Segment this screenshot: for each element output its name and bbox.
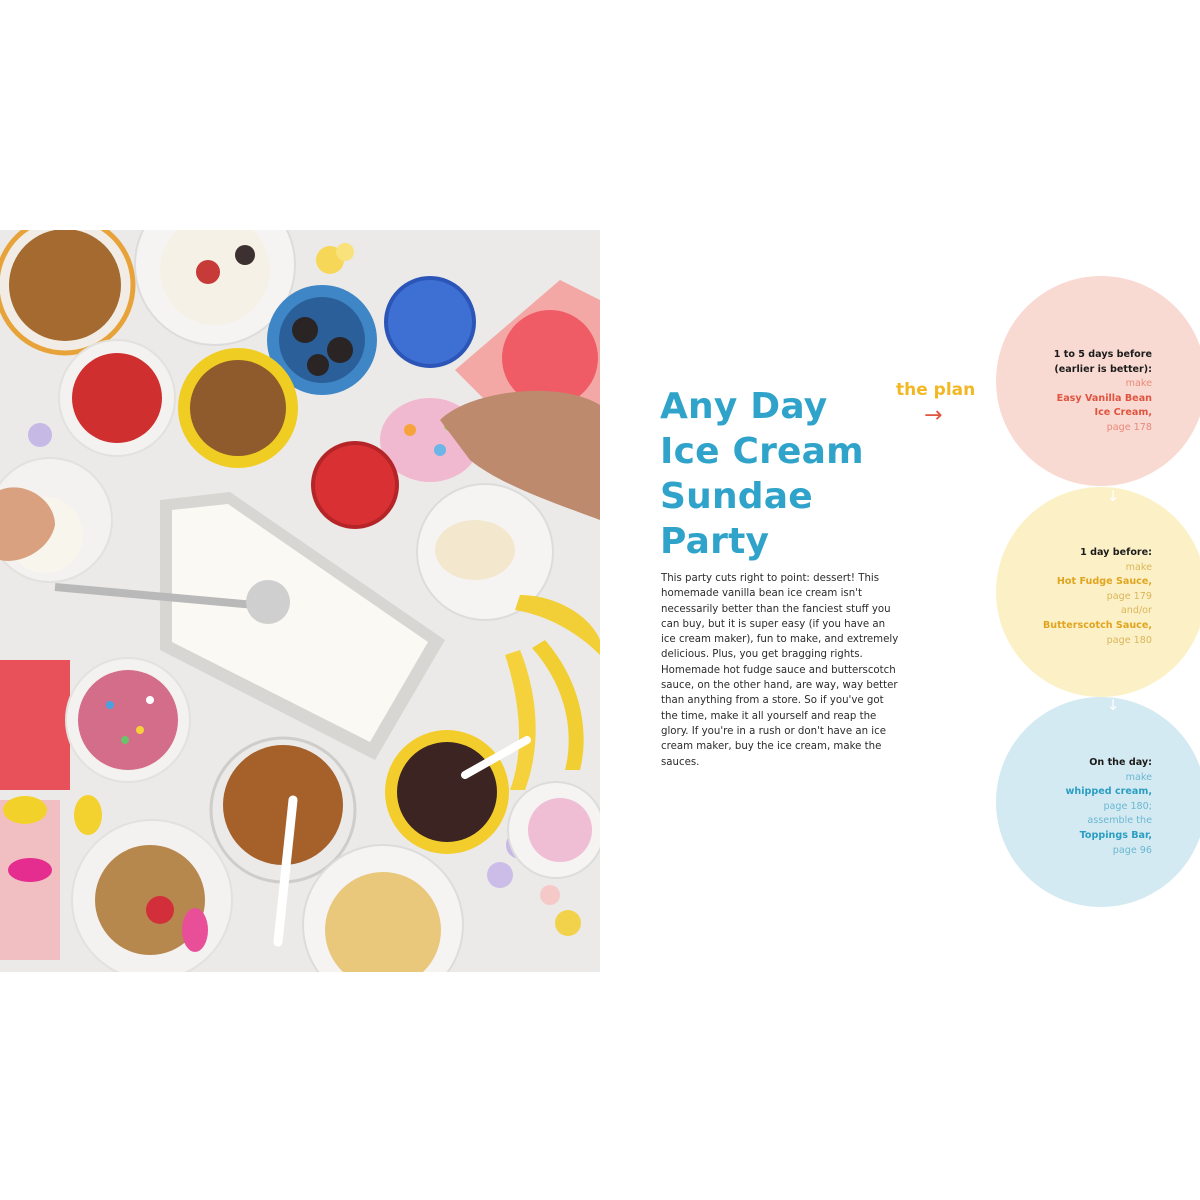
plan-step-2: [996, 546, 1152, 648]
plan-label: the plan: [896, 380, 976, 400]
plan-step-1: [996, 348, 1152, 436]
down-arrow-icon: ↓: [1106, 487, 1120, 505]
step-line: and/or: [1120, 605, 1152, 617]
step-page-ref: page 180: [1106, 634, 1152, 646]
page-title: [660, 384, 900, 564]
step-line: make: [1125, 771, 1152, 783]
title-line-1: Any Day: [660, 386, 828, 427]
right-arrow-icon: →: [924, 403, 943, 428]
plan-step-3: [996, 756, 1152, 858]
step-page-ref: page 180;: [1103, 800, 1152, 812]
step-line: assemble the: [1087, 815, 1152, 827]
step-recipe-link: Hot Fudge Sauce,: [1056, 576, 1152, 588]
step-recipe-link: whipped cream,: [1065, 786, 1152, 798]
down-arrow-icon: ↓: [1106, 696, 1120, 714]
step-heading: 1 day before:: [1080, 547, 1152, 558]
step-page-ref: page 178: [1106, 421, 1152, 433]
step-heading: (earlier is better):: [1054, 363, 1152, 375]
step-recipe-link: Toppings Bar,: [1079, 829, 1152, 841]
sundae-party-photo: [0, 230, 600, 972]
step-heading: 1 to 5 days before: [1053, 349, 1152, 360]
step-heading: On the day:: [1089, 757, 1152, 768]
step-line: make: [1125, 561, 1152, 573]
step-page-ref: page 96: [1112, 844, 1152, 856]
intro-paragraph: This party cuts right to point: dessert! This homemade vanilla bean ice cream isn't necessarily better than the fanciest stuff you can buy, but it is super easy (if you have an ice cream maker), fun to make, and extremely delicious. Plus, you get bragging rights. Homemade hot fudge sauce and butterscotch sauce, on the other hand, are way, way better than anything from a store. So if you've got the time, make it all yourself and reap the glory. If you're in a rush or don't have an ice cream maker, buy the ice cream, make the sauces.: [661, 573, 899, 768]
title-line-3: Sundae: [660, 476, 813, 517]
step-recipe-link: Butterscotch Sauce,: [1042, 619, 1152, 631]
title-line-2: Ice Cream: [660, 431, 864, 472]
step-page-ref: page 179: [1106, 590, 1152, 602]
step-recipe-link: Easy Vanilla Bean: [1056, 392, 1152, 404]
photo-illustration: [0, 230, 600, 972]
title-line-4: Party: [660, 521, 770, 562]
step-recipe-link: Ice Cream,: [1094, 407, 1152, 419]
step-line: make: [1125, 378, 1152, 390]
